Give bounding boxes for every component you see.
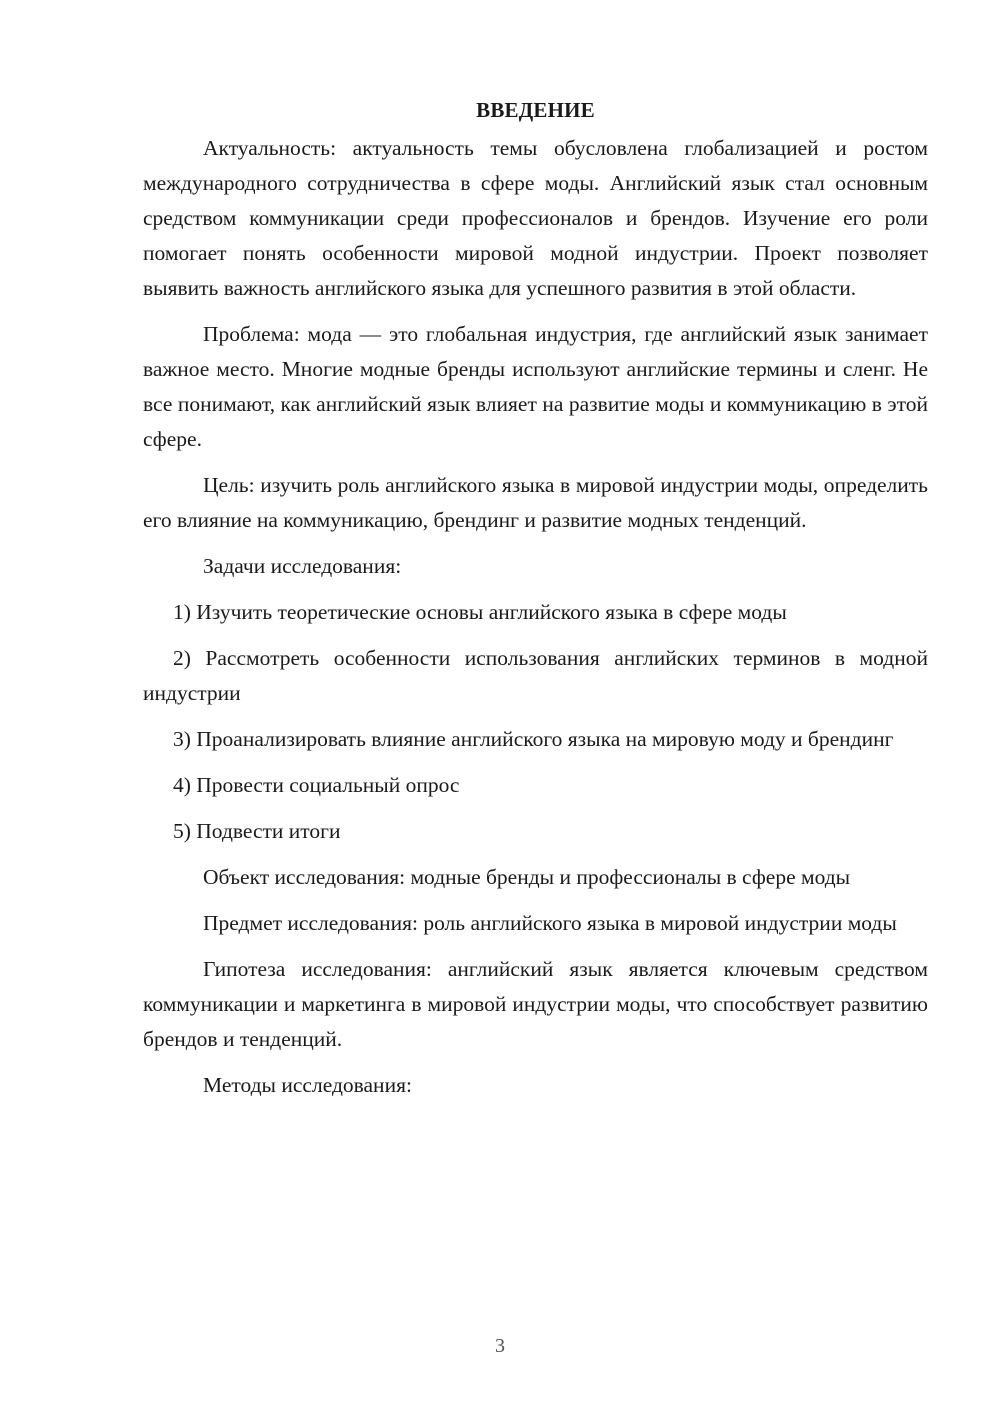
document-page xyxy=(143,95,928,1114)
task-item: 1) Изучить теоретические основы английского языка в сфере моды xyxy=(173,600,787,624)
page-title: ВВЕДЕНИЕ xyxy=(476,98,595,122)
tasks-list xyxy=(143,595,928,849)
goal-paragraph: Цель: изучить роль английского языка в мировой индустрии моды, определить его влияние на коммуникацию, брендинг и развитие модных тенденций. xyxy=(143,473,928,532)
task-item: 3) Проанализировать влияние английского языка на мировую моду и брендинг xyxy=(173,727,894,751)
methods-heading: Методы исследования: xyxy=(203,1073,412,1097)
subject-paragraph: Предмет исследования: роль английского языка в мировой индустрии моды xyxy=(203,911,897,935)
object-paragraph: Объект исследования: модные бренды и профессионалы в сфере моды xyxy=(203,865,851,889)
page-number: 3 xyxy=(495,1335,505,1357)
relevance-paragraph: Актуальность: актуальность темы обусловлена глобализацией и ростом международного сотрудничества в сфере моды. Английский язык стал основным средством коммуникации среди профессионалов и брендов. Изучение его роли помогает понять особенности мировой модной индустрии. Проект позволяет выявить важность английского языка для успешного развития в этой области. xyxy=(143,136,928,300)
hypothesis-paragraph: Гипотеза исследования: английский язык является ключевым средством коммуникации и маркетинга в мировой индустрии моды, что способствует развитию брендов и тенденций. xyxy=(143,957,928,1051)
tasks-heading: Задачи исследования: xyxy=(203,554,402,578)
task-item: 4) Провести социальный опрос xyxy=(173,773,460,797)
task-item: 5) Подвести итоги xyxy=(173,819,341,843)
problem-paragraph: Проблема: мода — это глобальная индустрия, где английский язык занимает важное место. Многие модные бренды используют английские термины и сленг. Не все понимают, как английский язык влияет на развитие моды и коммуникацию в этой сфере. xyxy=(143,322,928,451)
task-item: 2) Рассмотреть особенности использования английских терминов в модной индустрии xyxy=(143,646,928,705)
